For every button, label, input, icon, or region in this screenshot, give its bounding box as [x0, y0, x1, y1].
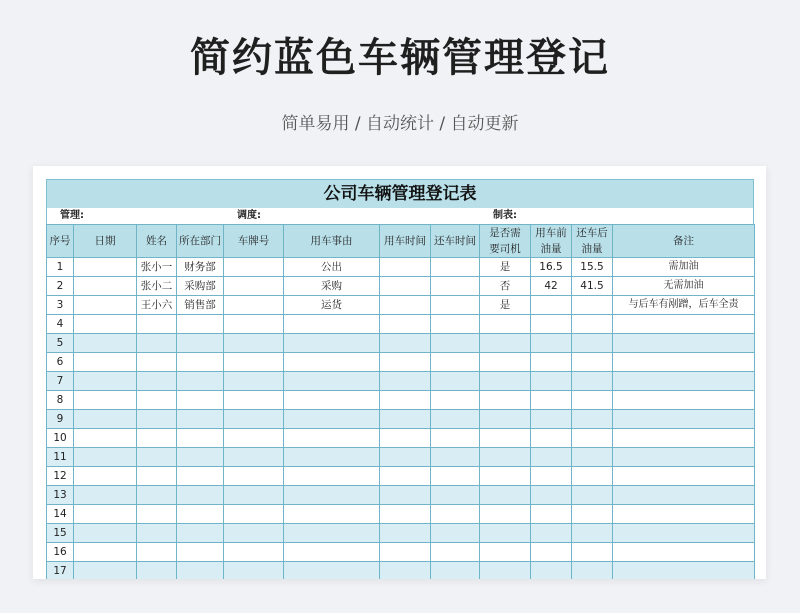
table-cell[interactable]	[224, 410, 284, 429]
table-cell[interactable]	[137, 410, 177, 429]
table-cell[interactable]	[137, 372, 177, 391]
table-cell[interactable]	[380, 315, 431, 334]
table-cell[interactable]	[177, 543, 224, 562]
table-cell[interactable]	[431, 562, 480, 580]
table-cell[interactable]	[572, 372, 613, 391]
table-cell[interactable]	[224, 334, 284, 353]
table-cell[interactable]	[137, 467, 177, 486]
table-cell[interactable]	[380, 486, 431, 505]
table-cell[interactable]	[431, 353, 480, 372]
table-cell[interactable]	[613, 372, 755, 391]
table-row	[47, 277, 755, 296]
table-cell[interactable]: 12	[47, 467, 74, 486]
table-cell[interactable]	[74, 543, 137, 562]
dispatch-label: 调度:	[237, 210, 261, 221]
table-cell[interactable]	[613, 391, 755, 410]
page-title: 简约蓝色车辆管理登记	[190, 35, 610, 81]
table-cell[interactable]: 41.5	[572, 277, 613, 296]
table-header-row	[47, 225, 755, 258]
table-cell[interactable]: 6	[47, 353, 74, 372]
column-header: 用车事由	[284, 225, 380, 258]
table-cell[interactable]	[431, 334, 480, 353]
table-cell[interactable]	[613, 429, 755, 448]
table-cell[interactable]	[177, 524, 224, 543]
table-row	[47, 391, 755, 410]
table-cell[interactable]	[177, 429, 224, 448]
table-cell[interactable]: 张小二	[137, 277, 177, 296]
column-header: 用车时间	[380, 225, 431, 258]
table-cell[interactable]	[380, 353, 431, 372]
table-cell[interactable]	[380, 410, 431, 429]
vehicle-register-table	[46, 224, 755, 579]
table-cell[interactable]	[431, 486, 480, 505]
table-cell[interactable]: 7	[47, 372, 74, 391]
table-cell[interactable]	[613, 524, 755, 543]
table-cell[interactable]	[613, 334, 755, 353]
table-cell[interactable]	[380, 277, 431, 296]
table-cell[interactable]	[531, 372, 572, 391]
table-cell[interactable]	[480, 353, 531, 372]
table-cell[interactable]	[74, 410, 137, 429]
table-cell[interactable]	[613, 448, 755, 467]
table-cell[interactable]	[572, 391, 613, 410]
table-row	[47, 258, 755, 277]
table-cell[interactable]	[380, 543, 431, 562]
table-cell[interactable]	[177, 353, 224, 372]
table-cell[interactable]	[480, 467, 531, 486]
table-cell[interactable]	[431, 505, 480, 524]
table-row	[47, 505, 755, 524]
manager-label: 管理:	[60, 210, 84, 221]
table-cell[interactable]	[531, 543, 572, 562]
table-cell[interactable]	[74, 372, 137, 391]
table-cell[interactable]	[284, 505, 380, 524]
column-header: 姓名	[137, 225, 177, 258]
table-cell[interactable]	[74, 448, 137, 467]
table-cell[interactable]	[224, 353, 284, 372]
table-cell[interactable]: 15	[47, 524, 74, 543]
sheet-title: 公司车辆管理登记表	[46, 179, 754, 208]
table-cell[interactable]: 运货	[284, 296, 380, 315]
table-cell[interactable]	[284, 353, 380, 372]
table-cell[interactable]: 10	[47, 429, 74, 448]
table-cell[interactable]	[284, 467, 380, 486]
table-cell[interactable]	[531, 505, 572, 524]
table-cell[interactable]: 无需加油	[613, 277, 755, 296]
table-row	[47, 524, 755, 543]
table-cell[interactable]	[224, 315, 284, 334]
table-cell[interactable]	[380, 258, 431, 277]
table-cell[interactable]	[224, 296, 284, 315]
column-header: 序号	[47, 225, 74, 258]
table-cell[interactable]	[177, 334, 224, 353]
maker-label: 制表:	[493, 210, 517, 221]
table-cell[interactable]: 5	[47, 334, 74, 353]
table-cell[interactable]	[572, 505, 613, 524]
column-header: 备注	[613, 225, 755, 258]
table-cell[interactable]: 否	[480, 277, 531, 296]
table-cell[interactable]	[431, 410, 480, 429]
table-cell[interactable]	[74, 429, 137, 448]
table-cell[interactable]	[572, 315, 613, 334]
table-cell[interactable]: 是	[480, 296, 531, 315]
table-cell[interactable]: 14	[47, 505, 74, 524]
column-header-line: 是否需	[489, 227, 521, 239]
table-cell[interactable]	[284, 448, 380, 467]
table-cell[interactable]: 15.5	[572, 258, 613, 277]
table-cell[interactable]	[380, 429, 431, 448]
column-header-line: 还车后	[576, 227, 608, 239]
table-cell[interactable]	[613, 562, 755, 580]
table-cell[interactable]	[531, 391, 572, 410]
table-cell[interactable]	[224, 372, 284, 391]
table-cell[interactable]	[480, 372, 531, 391]
table-cell[interactable]: 9	[47, 410, 74, 429]
table-cell[interactable]	[284, 562, 380, 580]
table-cell[interactable]: 1	[47, 258, 74, 277]
table-cell[interactable]	[480, 315, 531, 334]
table-cell[interactable]	[224, 543, 284, 562]
table-cell[interactable]: 4	[47, 315, 74, 334]
table-cell[interactable]	[531, 562, 572, 580]
table-cell[interactable]	[480, 448, 531, 467]
table-cell[interactable]: 王小六	[137, 296, 177, 315]
table-cell[interactable]	[380, 562, 431, 580]
table-cell[interactable]	[572, 429, 613, 448]
table-cell[interactable]	[431, 467, 480, 486]
column-header: 车牌号	[224, 225, 284, 258]
table-cell[interactable]	[224, 429, 284, 448]
table-cell[interactable]	[284, 334, 380, 353]
table-cell[interactable]	[431, 429, 480, 448]
table-cell[interactable]: 财务部	[177, 258, 224, 277]
sheet-card	[33, 166, 766, 579]
column-header	[531, 225, 572, 258]
table-cell[interactable]	[137, 429, 177, 448]
table-cell[interactable]	[137, 448, 177, 467]
table-row	[47, 543, 755, 562]
table-cell[interactable]	[380, 296, 431, 315]
table-cell[interactable]	[74, 258, 137, 277]
table-row	[47, 296, 755, 315]
table-cell[interactable]	[480, 410, 531, 429]
table-cell[interactable]	[224, 505, 284, 524]
table-cell[interactable]	[572, 334, 613, 353]
table-cell[interactable]	[284, 543, 380, 562]
table-cell[interactable]	[531, 334, 572, 353]
table-cell[interactable]	[380, 524, 431, 543]
table-cell[interactable]	[380, 505, 431, 524]
table-cell[interactable]	[74, 353, 137, 372]
table-cell[interactable]	[224, 467, 284, 486]
column-header-line: 用车前	[535, 227, 567, 239]
spreadsheet	[46, 179, 754, 579]
table-cell[interactable]	[177, 562, 224, 580]
table-row	[47, 429, 755, 448]
table-cell[interactable]	[572, 353, 613, 372]
table-cell[interactable]	[431, 277, 480, 296]
table-cell[interactable]: 3	[47, 296, 74, 315]
meta-row	[46, 208, 754, 224]
table-cell[interactable]: 是	[480, 258, 531, 277]
table-cell[interactable]	[480, 486, 531, 505]
table-cell[interactable]	[380, 448, 431, 467]
table-cell[interactable]	[531, 448, 572, 467]
table-cell[interactable]: 17	[47, 562, 74, 580]
table-cell[interactable]	[572, 410, 613, 429]
table-cell[interactable]	[137, 391, 177, 410]
table-row	[47, 372, 755, 391]
table-cell[interactable]	[531, 524, 572, 543]
table-cell[interactable]	[431, 372, 480, 391]
column-header	[480, 225, 531, 258]
table-cell[interactable]	[74, 334, 137, 353]
table-cell[interactable]: 2	[47, 277, 74, 296]
table-cell[interactable]	[284, 524, 380, 543]
column-header	[572, 225, 613, 258]
column-header-line: 要司机	[489, 243, 521, 255]
column-header: 所在部门	[177, 225, 224, 258]
table-cell[interactable]	[531, 486, 572, 505]
table-cell[interactable]	[431, 296, 480, 315]
table-cell[interactable]	[74, 562, 137, 580]
table-cell[interactable]	[137, 334, 177, 353]
table-cell[interactable]: 销售部	[177, 296, 224, 315]
table-cell[interactable]	[284, 486, 380, 505]
page-subtitle: 简单易用 / 自动统计 / 自动更新	[281, 114, 519, 134]
table-cell[interactable]	[177, 391, 224, 410]
table-cell[interactable]	[284, 315, 380, 334]
table-cell[interactable]	[613, 353, 755, 372]
table-cell[interactable]	[284, 372, 380, 391]
table-cell[interactable]	[572, 524, 613, 543]
table-cell[interactable]	[480, 562, 531, 580]
table-cell[interactable]	[284, 391, 380, 410]
table-cell[interactable]	[74, 505, 137, 524]
table-cell[interactable]	[572, 543, 613, 562]
table-cell[interactable]	[224, 448, 284, 467]
table-cell[interactable]	[137, 353, 177, 372]
table-cell[interactable]	[74, 524, 137, 543]
column-header: 还车时间	[431, 225, 480, 258]
table-cell[interactable]	[177, 372, 224, 391]
table-cell[interactable]	[177, 505, 224, 524]
table-cell[interactable]	[284, 410, 380, 429]
table-cell[interactable]: 需加油	[613, 258, 755, 277]
table-cell[interactable]: 采购	[284, 277, 380, 296]
column-header-line: 油量	[581, 243, 603, 255]
table-cell[interactable]: 采购部	[177, 277, 224, 296]
table-cell[interactable]	[224, 391, 284, 410]
table-cell[interactable]	[480, 524, 531, 543]
table-cell[interactable]	[431, 543, 480, 562]
table-cell[interactable]	[531, 410, 572, 429]
table-row	[47, 353, 755, 372]
table-cell[interactable]	[613, 543, 755, 562]
table-cell[interactable]	[572, 486, 613, 505]
table-row	[47, 467, 755, 486]
table-cell[interactable]	[613, 467, 755, 486]
table-cell[interactable]	[613, 505, 755, 524]
table-cell[interactable]	[531, 315, 572, 334]
table-cell[interactable]	[380, 372, 431, 391]
table-row	[47, 315, 755, 334]
table-cell[interactable]	[74, 277, 137, 296]
table-cell[interactable]	[572, 467, 613, 486]
table-cell[interactable]: 与后车有剐蹭，后车全责	[613, 296, 755, 315]
table-cell[interactable]: 16.5	[531, 258, 572, 277]
table-cell[interactable]	[480, 543, 531, 562]
table-cell[interactable]	[224, 524, 284, 543]
table-cell[interactable]	[137, 505, 177, 524]
table-cell[interactable]	[224, 486, 284, 505]
table-cell[interactable]	[480, 505, 531, 524]
table-cell[interactable]	[137, 543, 177, 562]
table-cell[interactable]	[531, 296, 572, 315]
table-row	[47, 448, 755, 467]
table-cell[interactable]	[137, 524, 177, 543]
table-cell[interactable]	[74, 467, 137, 486]
table-cell[interactable]	[431, 391, 480, 410]
table-cell[interactable]: 42	[531, 277, 572, 296]
table-cell[interactable]	[177, 467, 224, 486]
table-cell[interactable]	[74, 296, 137, 315]
table-cell[interactable]	[137, 562, 177, 580]
table-cell[interactable]	[572, 296, 613, 315]
table-cell[interactable]	[531, 353, 572, 372]
table-cell[interactable]	[284, 429, 380, 448]
table-cell[interactable]	[177, 448, 224, 467]
table-cell[interactable]	[531, 467, 572, 486]
table-cell[interactable]	[177, 315, 224, 334]
table-cell[interactable]: 公出	[284, 258, 380, 277]
table-cell[interactable]	[224, 562, 284, 580]
table-body	[47, 258, 755, 580]
table-cell[interactable]	[224, 258, 284, 277]
table-cell[interactable]	[613, 410, 755, 429]
table-cell[interactable]	[480, 334, 531, 353]
table-cell[interactable]	[431, 315, 480, 334]
table-cell[interactable]	[380, 334, 431, 353]
table-cell[interactable]	[224, 277, 284, 296]
table-row	[47, 486, 755, 505]
table-cell[interactable]	[177, 486, 224, 505]
table-cell[interactable]	[572, 448, 613, 467]
table-cell[interactable]	[431, 448, 480, 467]
table-cell[interactable]: 张小一	[137, 258, 177, 277]
table-cell[interactable]: 13	[47, 486, 74, 505]
table-cell[interactable]	[74, 391, 137, 410]
table-cell[interactable]	[572, 562, 613, 580]
table-row	[47, 410, 755, 429]
table-cell[interactable]	[480, 391, 531, 410]
table-cell[interactable]	[380, 467, 431, 486]
table-cell[interactable]	[137, 315, 177, 334]
table-cell[interactable]	[74, 315, 137, 334]
table-cell[interactable]	[431, 258, 480, 277]
table-cell[interactable]	[380, 391, 431, 410]
table-cell[interactable]: 16	[47, 543, 74, 562]
table-cell[interactable]	[137, 486, 177, 505]
table-row	[47, 334, 755, 353]
table-cell[interactable]: 11	[47, 448, 74, 467]
table-cell[interactable]	[613, 315, 755, 334]
column-header-line: 油量	[540, 243, 562, 255]
table-cell[interactable]: 8	[47, 391, 74, 410]
table-cell[interactable]	[177, 410, 224, 429]
column-header: 日期	[74, 225, 137, 258]
table-cell[interactable]	[74, 486, 137, 505]
table-cell[interactable]	[480, 429, 531, 448]
table-row	[47, 562, 755, 580]
table-cell[interactable]	[431, 524, 480, 543]
table-cell[interactable]	[613, 486, 755, 505]
table-cell[interactable]	[531, 429, 572, 448]
